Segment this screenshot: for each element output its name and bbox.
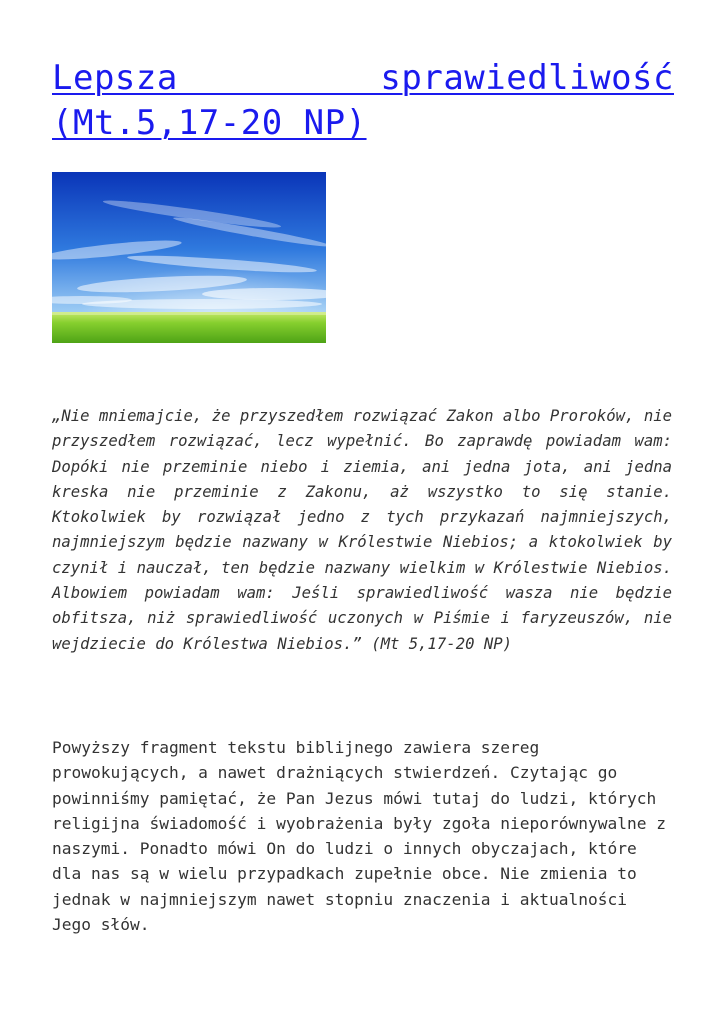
bible-quote: „Nie mniemajcie, że przyszedłem rozwiązać Zakon albo Proroków, nie przyszedłem rozwiązać, lecz wypełnić. Bo zaprawdę powiadam wam: Dopóki nie przeminie niebo i ziemia, ani jedna jota, ani jedna kreska nie przeminie z Zakonu, aż wszystko to się stanie. Ktokolwiek by rozwiązał jedno z tych przykazań najmniejszych, najmniejszym będzie nazwany w Królestwie Niebios; a ktokolwiek by czynił i nauczał, ten będzie nazwany wielkim w Królestwie Niebios. Albowiem powiadam wam: Jeśli sprawiedliwość wasza nie będzie obfitsza, niż sprawiedliwość uczonych w Piśmie i faryzeuszów, nie wejdziecie do Królestwa Niebios.” (Mt 5,17-20 NP) <box>52 407 672 653</box>
sky-field-photo <box>52 172 326 343</box>
featured-image <box>52 172 326 343</box>
article-title <box>52 56 674 146</box>
article-paragraph: Powyższy fragment tekstu biblijnego zawiera szereg prowokujących, a nawet drażniących stwierdzeń. Czytając go powinniśmy pamiętać, że Pan Jezus mówi tutaj do ludzi, których religijna świadomość i wyobrażenia były zgoła nieporównywalne z naszymi. Ponadto mówi On do ludzi o innych obyczajach, które dla nas są w wielu przypadkach zupełnie obce. Nie zmienia to jednak w najmniejszym nawet stopniu znaczenia i aktualności Jego słów. <box>52 738 666 935</box>
article-title-link[interactable]: Lepsza sprawiedliwość (Mt.5,17-20 NP) <box>52 58 674 143</box>
